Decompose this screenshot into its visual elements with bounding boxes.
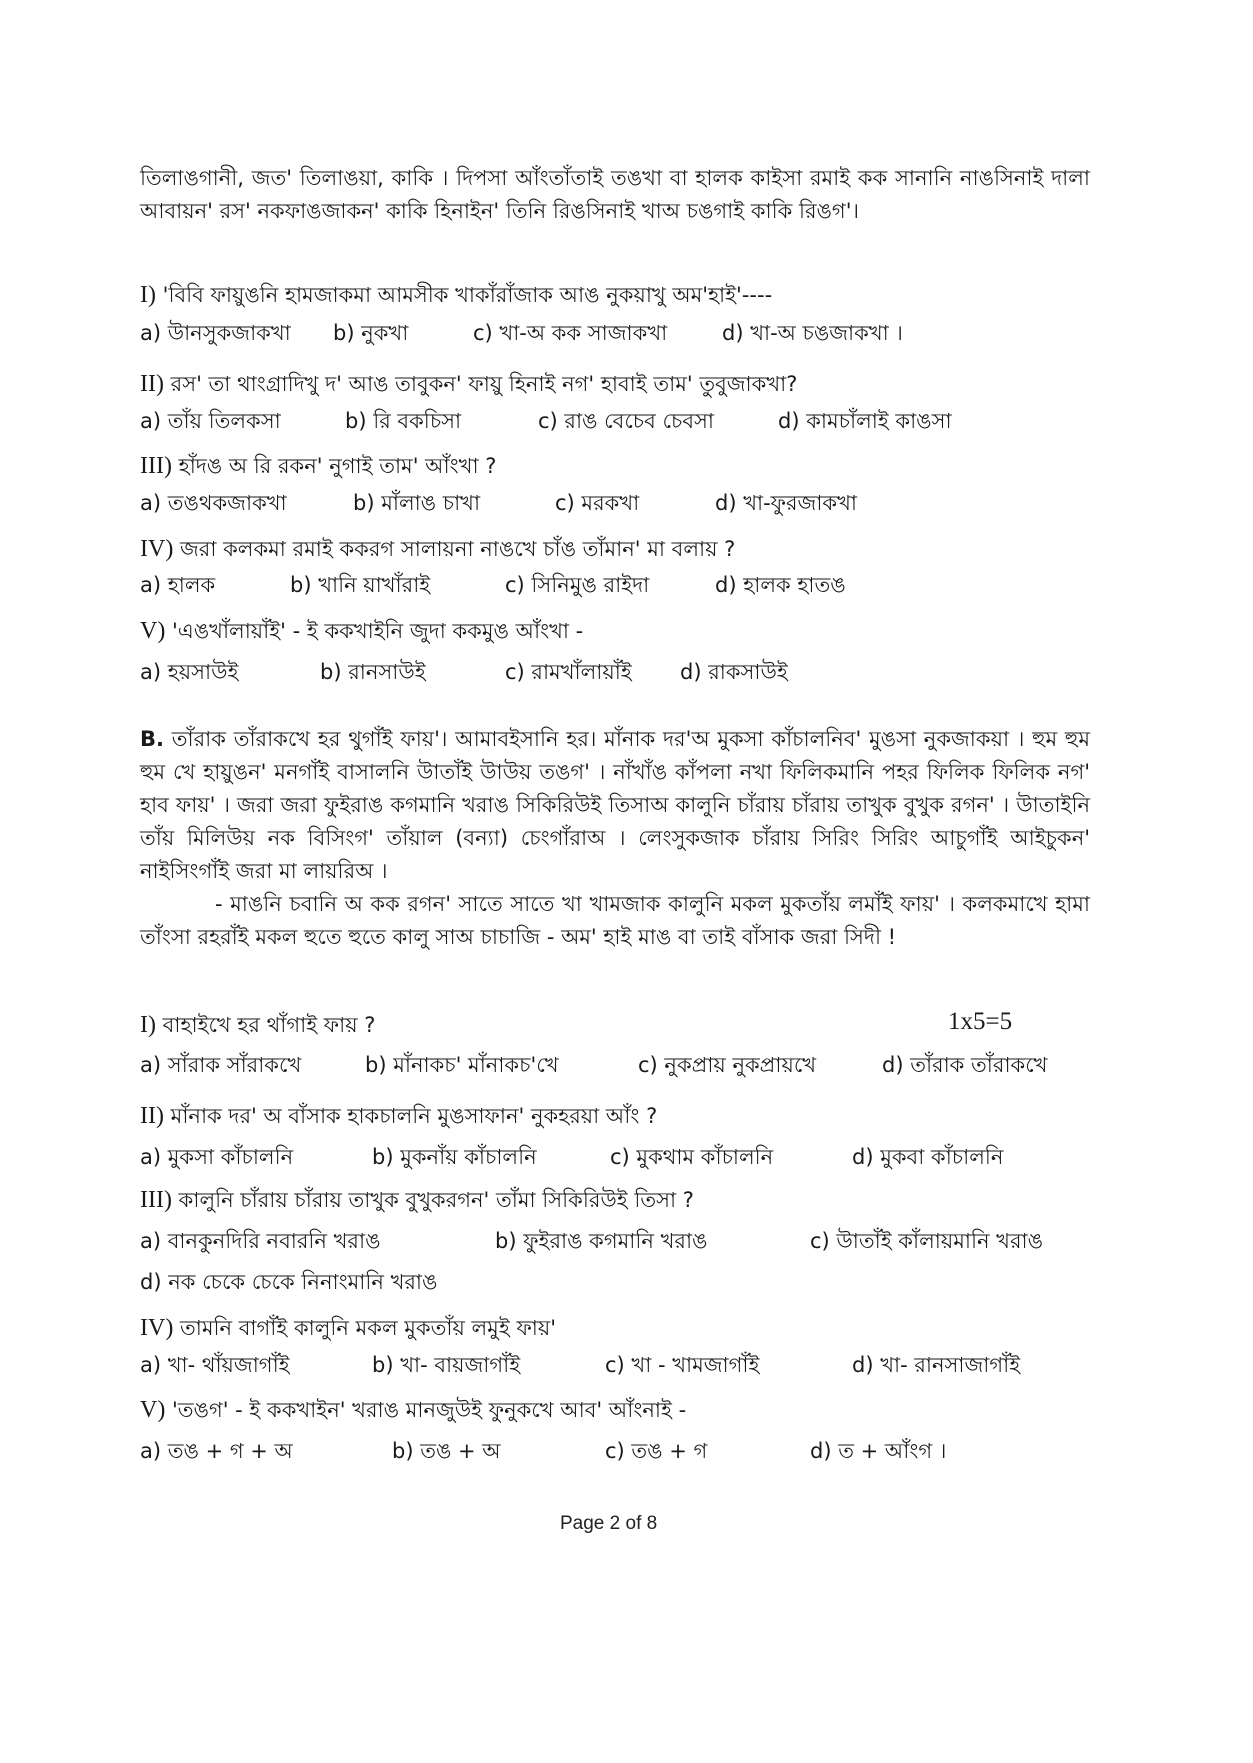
option-c: c) খা-অ কক সাজাকখা	[473, 321, 668, 345]
question-number: III)	[140, 1187, 172, 1213]
question-number: V)	[140, 618, 166, 644]
option-c: c) তঙ + গ	[605, 1439, 708, 1463]
options-a-2	[140, 404, 1100, 438]
option-b: b) মুকনাঁয় কাঁচালনি	[372, 1145, 537, 1169]
question-text: মাঁনাক দর' অ বাঁসাক হাকচালনি মুঙসাফান' নুকহরয়া আঁং ?	[170, 1104, 658, 1128]
option-d: d) খা-অ চঙজাকখা ।	[722, 321, 903, 345]
option-c: c) রাঙ বেচেব চেবসা	[538, 409, 714, 433]
option-a: a) হালক	[140, 573, 216, 597]
marks-label: 1x5=5	[948, 1008, 1013, 1035]
question-b-5	[140, 1395, 1100, 1425]
question-number: I)	[140, 1012, 156, 1038]
question-text: জরা কলকমা রমাই ককরগ সালায়না নাঙখে চাঁঙ তাঁমান' মা বলায় ?	[180, 537, 736, 561]
option-a: a) হয়সাউই	[140, 660, 239, 684]
question-b-1	[140, 1010, 1100, 1040]
question-text: 'বিবি ফায়ুঙনি হামজাকমা আমসীক খাকাঁরাঁজাক আঙ নুকয়াখু অম'হাই'----	[162, 283, 773, 307]
question-text: হাঁদঙ অ রি রকন' নুগাই তাম' আঁংখা ?	[178, 454, 497, 478]
question-b-2	[140, 1101, 1100, 1131]
option-d: d) হালক হাতঙ	[715, 573, 846, 597]
option-b: b) রি বকচিসা	[345, 409, 462, 433]
section-b-paragraph: তাঁরাক তাঁরাকখে হর থুগাঁই ফায়'। আমাবইসানি হর। মাঁনাক দর'অ মুকসা কাঁচালনিব' মুঙসা নুকজাকয়া । হুম হুম হুম খে হায়ুঙন' মনগাঁই বাসালনি উাতাঁই উাউয় তঙগ' । নাঁখাঁঙ কাঁপলা নখা ফিলিকমানি পহর ফিলিক ফিলিক নগ' হাব ফায়' । জরা জরা ফুইরাঙ কগমানি খরাঙ সিকিরিউই তিসাঅ কালুনি চাঁরায় চাঁরায় তাখুক বুখুক রগন' । উাতাইনি তাঁয় মিলিউয় নক বিসিংগ' তাঁয়াল (বন্যা) চেংগাঁরাঅ । লেংসুকজাক চাঁরায় সিরিং সিরিং আচুগাঁই আইচুকন' নাইসিংগাঁই জরা মা লায়রিঅ ।	[140, 727, 1090, 883]
question-b-4	[140, 1313, 1100, 1343]
option-a: a) মুকসা কাঁচালনি	[140, 1145, 294, 1169]
option-d: d) খা-ফুরজাকখা	[715, 491, 858, 515]
question-a-5	[140, 616, 1100, 646]
option-c: c) সিনিমুঙ রাইদা	[505, 573, 650, 597]
question-text: 'এঙখাঁলায়াঁই' - ই ককখাইনি জুদা ককমুঙ আঁংখা -	[172, 619, 584, 643]
question-number: IV)	[140, 1315, 174, 1341]
option-b: b) খানি য়াখাঁরাই	[290, 573, 431, 597]
options-a-3	[140, 486, 1100, 520]
option-a: a) সাঁরাক সাঁরাকখে	[140, 1053, 302, 1077]
option-d: d) মুকবা কাঁচালনি	[852, 1145, 1004, 1169]
option-a: a) তঙথকজাকখা	[140, 491, 287, 515]
option-d: d) তাঁরাক তাঁরাকখে	[882, 1053, 1048, 1077]
option-d: d) ত + আঁংগ ।	[810, 1439, 947, 1463]
question-number: IV)	[140, 536, 174, 562]
intro-paragraph: তিলাঙগানী, জত' তিলাঙয়া, কাকি । দিপসা আঁংতাঁতাই তঙখা বা হালক কাইসা রমাই কক সানানি নাঙসিনাই দালা আবায়ন' রস' নকফাঙজাকন' কাকি হিনাইন' তিনি রিঙসিনাই খাঅ চঙগাই কাকি রিঙগ'।	[140, 166, 1090, 223]
options-b-2	[140, 1140, 1100, 1174]
option-c: c) রামখাঁলায়াঁই	[505, 660, 632, 684]
option-c: c) উাতাঁই কাঁলায়মানি খরাঙ	[810, 1229, 1043, 1253]
option-b: b) খা- বায়জাগাঁই	[372, 1353, 521, 1377]
option-c: c) মরকখা	[555, 491, 640, 515]
options-b-3	[140, 1224, 1100, 1258]
question-number: II)	[140, 371, 164, 397]
options-a-5	[140, 655, 1100, 689]
question-text: বাহাইখে হর থাঁগাই ফায় ?	[162, 1013, 376, 1037]
question-text: 'তঙগ' - ই ককখাইন' খরাঙ মানজুউই ফুনুকখে আব' আঁংনাই -	[172, 1398, 687, 1422]
question-text: কালুনি চাঁরায় চাঁরায় তাখুক বুখুকরগন' তাঁমা সিকিরিউই তিসা ?	[178, 1188, 694, 1212]
question-a-3	[140, 451, 1100, 481]
option-a: a) উানসুকজাকখা	[140, 321, 291, 345]
question-text: রস' তা থাংগ্রাদিখু দ' আঙ তাবুকন' ফায়ু হিনাই নগ' হাবাই তাম' তুবুজাকখা?	[170, 372, 798, 396]
option-d: d) রাকসাউই	[680, 660, 788, 684]
page-number: Page 2 of 8	[560, 1513, 658, 1534]
question-a-2	[140, 369, 1100, 399]
options-a-1	[140, 316, 1100, 350]
option-d: d) নক চেকে চেকে নিনাংমানি খরাঙ	[140, 1270, 438, 1294]
section-b-label: B.	[140, 727, 164, 751]
options-b-1	[140, 1048, 1100, 1082]
option-d: d) কামচাঁলাই কাঙসা	[778, 409, 952, 433]
question-text: তামনি বাগাঁই কালুনি মকল মুকতাঁয় লমুই ফায়'	[180, 1316, 557, 1340]
option-b: b) তঙ + অ	[392, 1439, 501, 1463]
option-c: c) নুকপ্রায় নুকপ্রায়খে	[638, 1053, 817, 1077]
option-a: a) তঙ + গ + অ	[140, 1439, 293, 1463]
option-b: b) রানসাউই	[320, 660, 426, 684]
options-b-3-cont	[140, 1265, 1100, 1299]
options-b-5	[140, 1434, 1100, 1468]
option-c: c) খা - খামজাগাঁই	[605, 1353, 760, 1377]
question-b-3	[140, 1185, 1100, 1215]
section-b-paragraph-2: - মাঙনি চবানি অ কক রগন' সাতে সাতে খা খামজাক কালুনি মকল মুকতাঁয় লমাঁই ফায়' । কলকমাখে হামা তাঁংসা রহরাঁই মকল হুতে হুতে কালু সাঅ চাচাজি - অম' হাই মাঙ বা তাই বাঁসাক জরা সিদী !	[140, 892, 1090, 949]
section-b-passage	[140, 723, 1090, 954]
question-number: II)	[140, 1103, 164, 1129]
option-a: a) বানকুনদিরি নবারনি খরাঙ	[140, 1229, 381, 1253]
question-number: III)	[140, 453, 172, 479]
option-d: d) খা- রানসাজাগাঁই	[852, 1353, 1021, 1377]
option-b: b) মাঁলাঙ চাখা	[353, 491, 481, 515]
option-b: b) ফুইরাঙ কগমানি খরাঙ	[495, 1229, 708, 1253]
option-a: a) খা- থাঁয়জাগাঁই	[140, 1353, 290, 1377]
option-c: c) মুকথাম কাঁচালনি	[610, 1145, 774, 1169]
options-b-4	[140, 1348, 1100, 1382]
options-a-4	[140, 568, 1100, 602]
option-b: b) নুকখা	[333, 321, 409, 345]
question-a-4	[140, 534, 1100, 564]
question-a-1	[140, 280, 1100, 310]
question-number: I)	[140, 282, 156, 308]
option-b: b) মাঁনাকচ' মাঁনাকচ'খে	[365, 1053, 559, 1077]
option-a: a) তাঁয় তিলকসা	[140, 409, 281, 433]
question-number: V)	[140, 1397, 166, 1423]
